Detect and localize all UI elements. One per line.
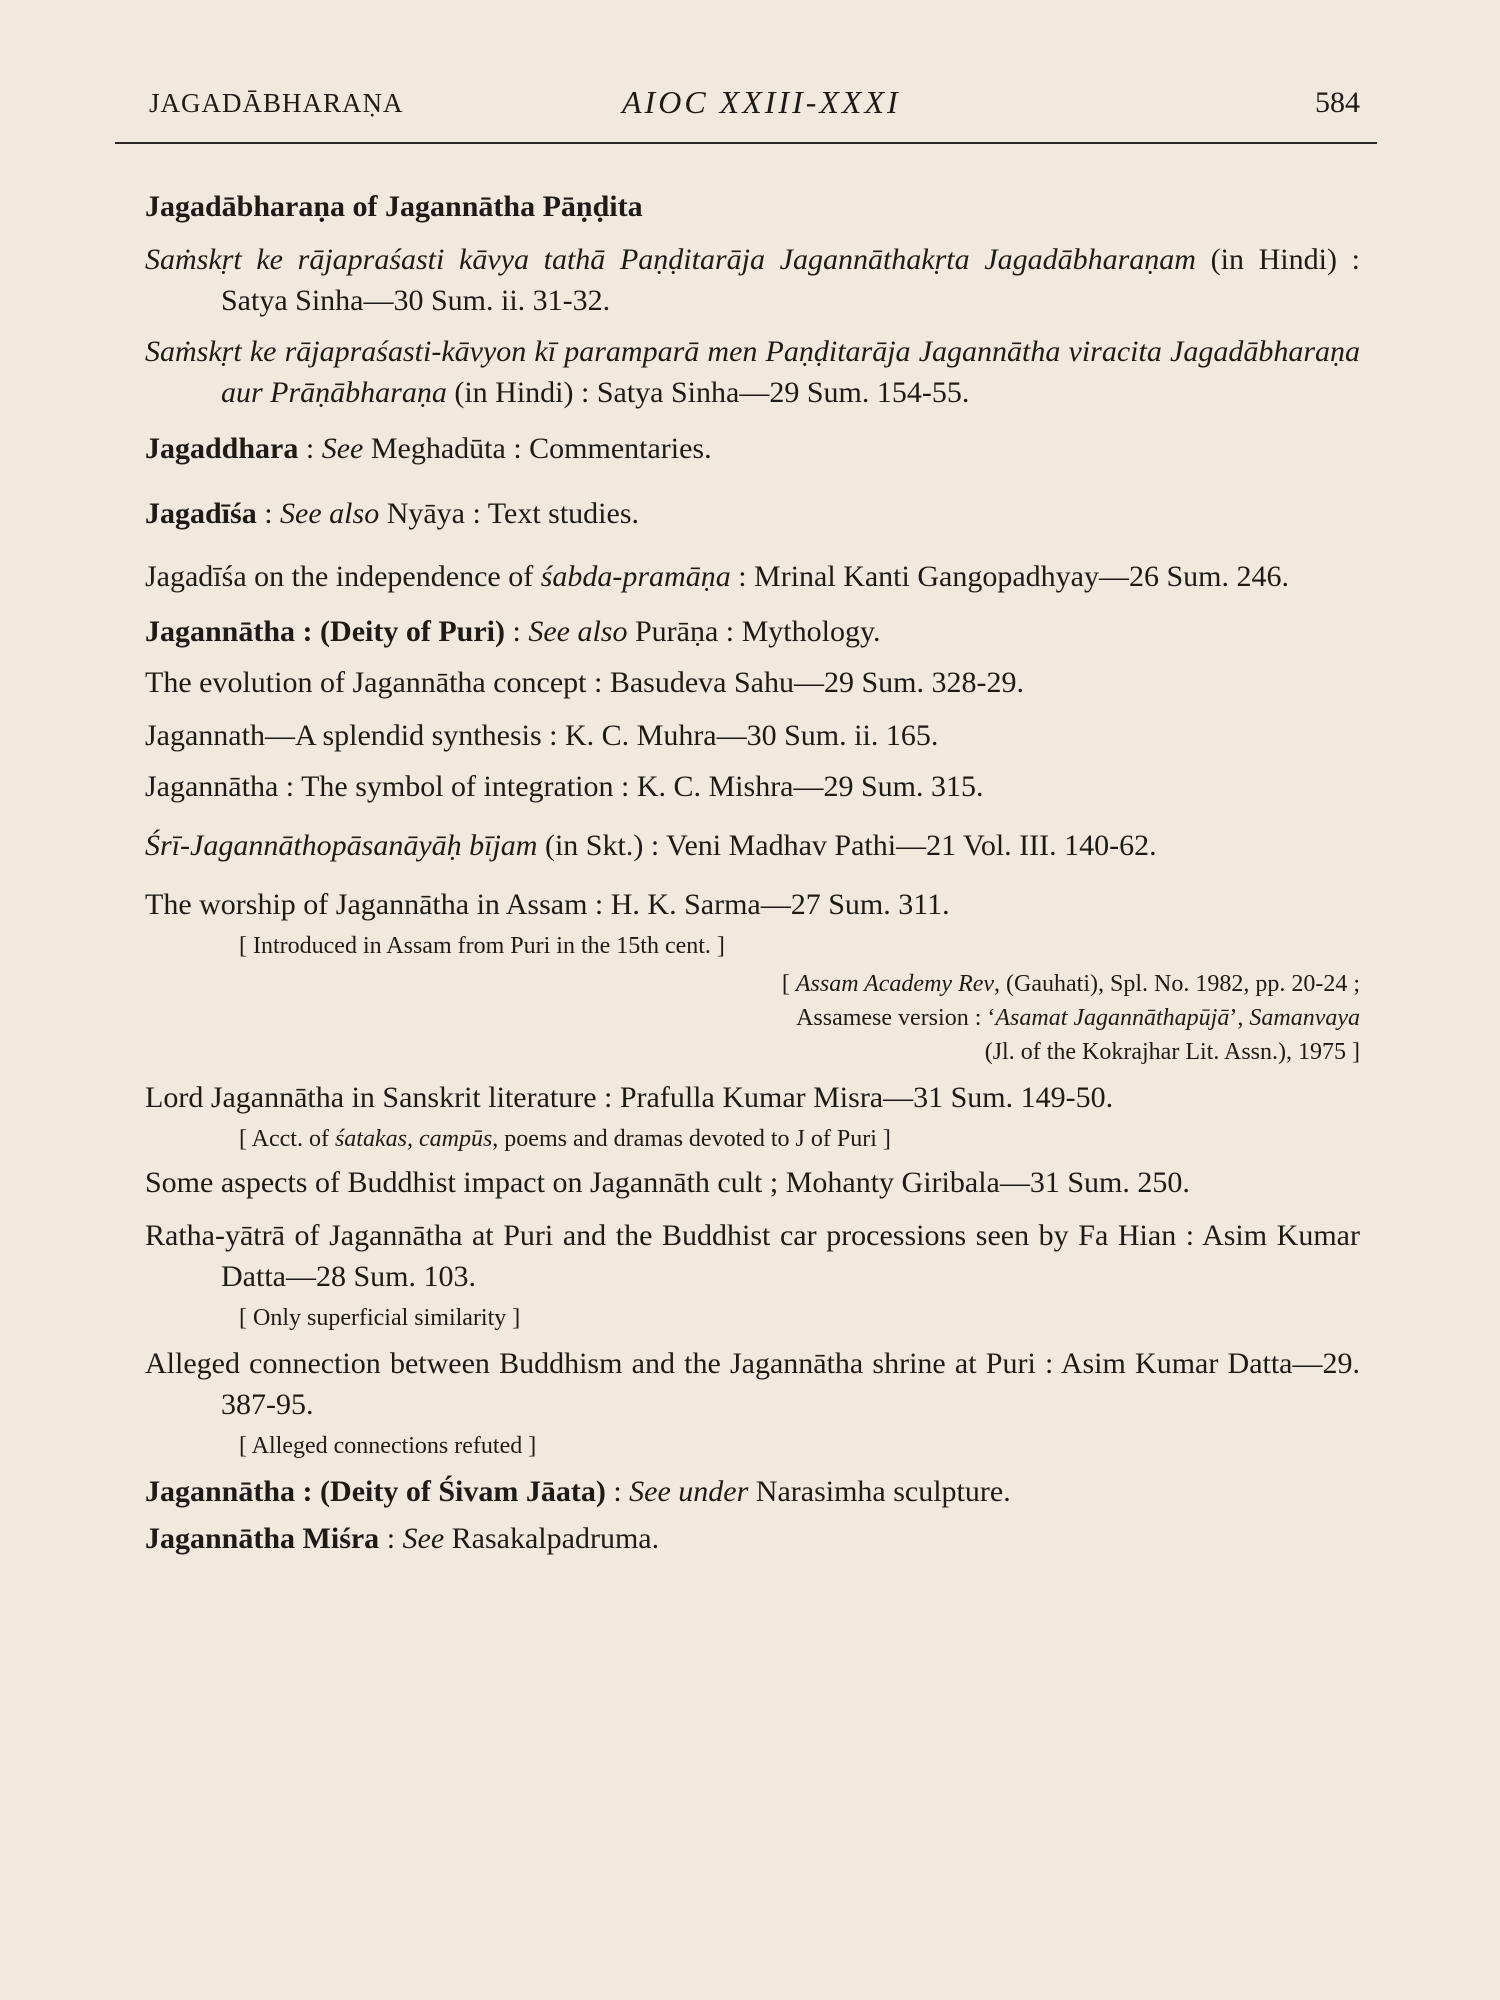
- entry-title: Saṁskṛt ke rājapraśasti-kāvyon kī paramparā men Paṇḍitarāja Jagannātha viracita Jagadābharaṇa aur Prāṇābharaṇa: [145, 335, 1360, 409]
- header-section-title: JAGADĀBHARAṆA: [149, 88, 404, 118]
- reference-detail: ’,: [1229, 1005, 1250, 1031]
- entry-title: Śrī-Jagannāthopāsanāyāḥ bījam: [145, 829, 538, 862]
- heading-entry: [145, 186, 1360, 227]
- entry-citation: (in Hindi) : Satya Sinha—29 Sum. 154-55.: [446, 376, 970, 409]
- entry-heading: Jagaddhara: [145, 432, 299, 465]
- cross-reference-target: Rasakalpadruma.: [444, 1522, 660, 1555]
- see-label: See also: [280, 497, 380, 530]
- see-label: See also: [528, 615, 628, 648]
- entry-title: śabda-pramāṇa: [540, 560, 731, 593]
- see-label: See: [321, 432, 364, 465]
- index-entry: [145, 239, 1360, 321]
- entry-note: [145, 1122, 1360, 1156]
- header-rule: [115, 142, 1377, 144]
- running-header: [145, 80, 1360, 130]
- separator: :: [298, 432, 322, 465]
- reference-detail: Assamese version : ‘: [796, 1005, 996, 1031]
- index-entry: Ratha-yātrā of Jagannātha at Puri and the Buddhist car processions seen by Fa Hian : Asim Kumar Datta—28 Sum. 103.: [145, 1219, 1360, 1293]
- index-entry: Alleged connection between Buddhism and the Jagannātha shrine at Puri : Asim Kumar Datta—29. 387-95.: [145, 1347, 1360, 1421]
- reference-line: (Jl. of the Kokrajhar Lit. Assn.), 1975 ]: [984, 1039, 1360, 1065]
- note-title: śatakas, campūs: [334, 1126, 493, 1152]
- index-entry: [145, 331, 1360, 413]
- reference-title: Samanvaya: [1249, 1005, 1360, 1031]
- see-label: See: [402, 1522, 445, 1555]
- cross-reference-target: Narasimha sculpture.: [748, 1475, 1011, 1508]
- entry-heading: Jagannātha : (Deity of Śivam Jāata): [145, 1475, 606, 1508]
- index-entry: Lord Jagannātha in Sanskrit literature : Prafulla Kumar Misra—31 Sum. 149-50.: [145, 1081, 1114, 1114]
- entry-citation: (in Skt.) : Veni Madhav Pathi—21 Vol. III. 140-62.: [537, 829, 1157, 862]
- see-label: See under: [629, 1475, 749, 1508]
- bracket: [: [781, 971, 796, 997]
- reference-title: Asamat Jagannāthapūjā: [995, 1005, 1230, 1031]
- entry-citation: (in Hindi) : Satya Sinha—30 Sum. ii. 31-32.: [221, 243, 1360, 317]
- header-series-title: AIOC XXIII-XXXI: [622, 84, 901, 120]
- reference-line: [145, 1001, 1360, 1035]
- page-number: 584: [1315, 86, 1360, 119]
- entry-note: [ Introduced in Assam from Puri in the 15th cent. ]: [239, 933, 725, 959]
- entry-reference-block: [145, 967, 1360, 1069]
- index-entry: Jagannātha : The symbol of integration : K. C. Mishra—29 Sum. 315.: [145, 770, 984, 803]
- reference-detail: , (Gauhati), Spl. No. 1982, pp. 20-24 ;: [994, 971, 1360, 997]
- page: [145, 80, 1360, 1980]
- cross-reference-entry: [145, 493, 1360, 534]
- separator: :: [256, 497, 281, 530]
- separator: :: [504, 615, 529, 648]
- entry-title: Saṁskṛt ke rājapraśasti kāvya tathā Paṇḍitarāja Jagannāthakṛta Jagadābharaṇam: [145, 243, 1196, 276]
- cross-reference-entry: [145, 1471, 1360, 1512]
- index-entry: The worship of Jagannātha in Assam : H. K. Sarma—27 Sum. 311.: [145, 888, 950, 921]
- index-entry: Some aspects of Buddhist impact on Jagannāth cult ; Mohanty Giribala—31 Sum. 250.: [145, 1166, 1190, 1199]
- separator: :: [605, 1475, 630, 1508]
- index-entries: [145, 186, 1360, 1559]
- entry-heading: Jagannātha : (Deity of Puri): [145, 615, 505, 648]
- entry-heading: Jagannātha Miśra: [145, 1522, 380, 1555]
- reference-line: [145, 967, 1360, 1001]
- cross-reference-target: Meghadūta : Commentaries.: [363, 432, 712, 465]
- note-text: [ Acct. of: [239, 1126, 335, 1152]
- index-entry: [145, 825, 1360, 866]
- reference-title: Assam Academy Rev: [795, 971, 995, 997]
- index-entry: Jagannath—A splendid synthesis : K. C. Muhra—30 Sum. ii. 165.: [145, 719, 939, 752]
- cross-reference-entry: [145, 428, 1360, 469]
- note-text: , poems and dramas devoted to J of Puri ]: [492, 1126, 891, 1152]
- entry-note: [ Alleged connections refuted ]: [239, 1433, 537, 1459]
- entry-text: Jagadīśa on the independence of: [145, 560, 541, 593]
- entry-citation: : Mrinal Kanti Gangopadhyay—26 Sum. 246.: [730, 560, 1289, 593]
- cross-reference-target: Nyāya : Text studies.: [379, 497, 639, 530]
- cross-reference-entry: [145, 611, 1360, 652]
- separator: :: [379, 1522, 403, 1555]
- entry-note: [ Only superficial similarity ]: [239, 1305, 521, 1331]
- index-entry: [145, 556, 1360, 597]
- entry-heading: Jagadābharaṇa of Jagannātha Pāṇḍita: [145, 190, 643, 223]
- cross-reference-target: Purāṇa : Mythology.: [627, 615, 881, 648]
- entry-heading: Jagadīśa: [145, 497, 257, 530]
- index-entry: The evolution of Jagannātha concept : Basudeva Sahu—29 Sum. 328-29.: [145, 666, 1024, 699]
- cross-reference-entry: [145, 1518, 1360, 1559]
